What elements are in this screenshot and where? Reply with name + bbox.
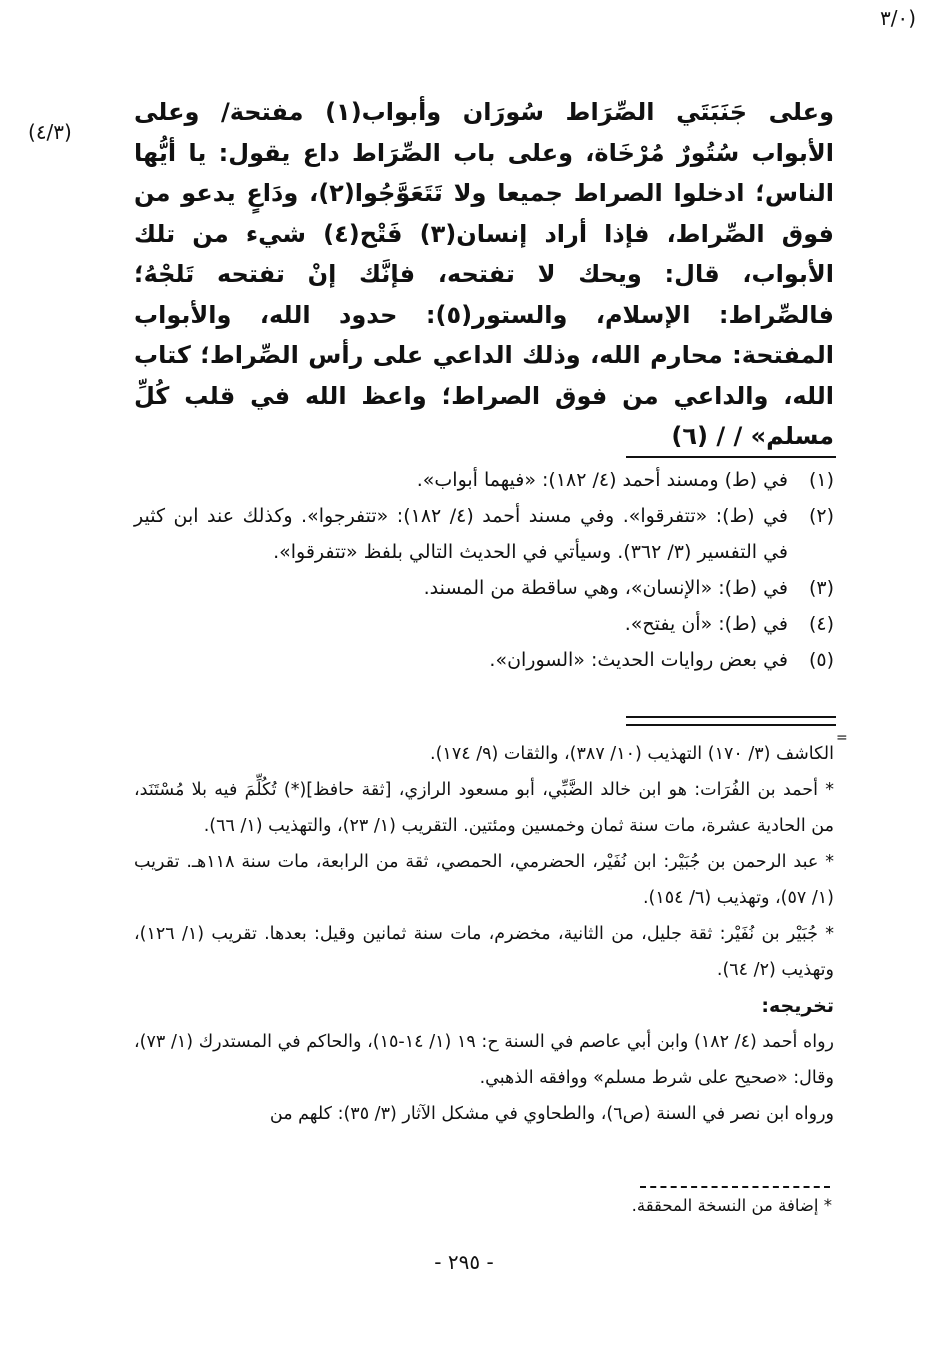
footnote-number: (١) xyxy=(808,469,834,491)
takhrij-paragraph: رواه أحمد (٤/ ١٨٢) وابن أبي عاصم في السنة ح: ١٩ (١/ ١٤-١٥)، والحاكم في المستدرك (١/ ٧٣)، وقال: «صحيح على شرط مسلم» ووافقه الذهبي. xyxy=(134,1032,834,1088)
narrator-entry: * جُبَيْر بن نُفَيْر: ثقة جليل، من الثانية، مخضرم، مات سنة ثمانين وقيل: بعدها. تقريب (١/ ١٢٦)، وتهذيب (٢/ ٦٤). xyxy=(134,924,834,980)
footnote-number: (٤) xyxy=(808,613,834,635)
continuation-mark: = xyxy=(836,730,848,746)
footnote xyxy=(134,498,834,570)
narrator-notes xyxy=(134,736,834,1132)
page-number: - ٢٩٥ - xyxy=(434,1250,494,1274)
double-divider xyxy=(626,716,836,726)
footnote-text: في (ط): «الإنسان»، وهي ساقطة من المسند. xyxy=(423,577,788,599)
footnote xyxy=(134,642,834,678)
narrator-entry: * عبد الرحمن بن جُبَيْر: ابن نُفَيْر، الحضرمي، الحمصي، ثقة من الرابعة، مات سنة ١١٨هـ. تقريب (١/ ٥٧)، وتهذيب (٦/ ١٥٤). xyxy=(134,852,834,908)
footnote-number: (٣) xyxy=(808,577,834,599)
corner-reference: (٣/٠ xyxy=(879,6,916,30)
narrator-entry: * أحمد بن الفُرَات: هو ابن خالد الضَّبِّي، أبو مسعود الرازي، [ثقة حافظ](*) تُكُلِّمَ فيه بلا مُسْتَنَد، من الحادية عشرة، مات سنة ثمان وخمسين ومئتين. التقريب (١/ ٢٣)، والتهذيب (١/ ٦٦). xyxy=(134,780,834,836)
footnote-text: في (ط): «أن يفتح». xyxy=(624,613,788,635)
footnote-divider xyxy=(626,456,836,458)
footnotes-list xyxy=(134,462,834,678)
footnote-text: في (ط) ومسند أحمد (٤/ ١٨٢): «فيهما أبواب». xyxy=(416,469,788,491)
kashif-line: الكاشف (٣/ ١٧٠) التهذيب (١٠/ ٣٨٧)، والثقات (٩/ ١٧٤). xyxy=(430,744,834,764)
bottom-note: * إضافة من النسخة المحققة. xyxy=(631,1196,832,1215)
hadith-main-text: وعلى جَنَبَتَي الصِّرَاط سُورَان وأبواب(١) مفتحة/ وعلى الأبواب سُتُورٌ مُرْخَاة، وعلى باب الصِّرَاط داع يقول: يا أيُّها الناس؛ ادخلوا الصراط جميعا ولا تَتَعَوَّجُوا(٢)، ودَاعٍ يدعو من فوق الصِّراط، فإذا أراد إنسان(٣) فَتْح(٤) شيء من تلك الأبواب، قال: ويحك لا تفتحه، فإنَّك إنْ تفتحه تَلجْهُ؛ فالصِّراط: الإسلام، والستور(٥): حدود الله، والأبواب المفتحة: محارم الله، وذلك الداعي على رأس الصِّراط؛ كتاب الله، والداعي من فوق الصراط؛ واعظ الله في قلب كُلِّ مسلم» / / (٦) xyxy=(134,98,835,450)
dashed-divider xyxy=(640,1186,830,1188)
footnote xyxy=(134,462,834,498)
margin-reference: (٤/٣) xyxy=(28,120,72,144)
footnote-number: (٥) xyxy=(808,649,834,671)
footnote xyxy=(134,606,834,642)
footnote-text: في (ط): «تتفرقوا». وفي مسند أحمد (٤/ ١٨٢): «تتفرجوا». وكذلك عند ابن كثير في التفسير (٣/ ٣٦٢). وسيأتي في الحديث التالي بلفظ «تتفرقوا». xyxy=(134,505,788,563)
footnote xyxy=(134,570,834,606)
takhrij-paragraph: ورواه ابن نصر في السنة (ص٦)، والطحاوي في مشكل الآثار (٣/ ٣٥): كلهم من xyxy=(269,1104,834,1124)
footnote-number: (٢) xyxy=(808,505,834,527)
footnote-text: في بعض روايات الحديث: «السوران». xyxy=(489,649,788,671)
takhrij-heading: تخريجه: xyxy=(761,995,834,1017)
